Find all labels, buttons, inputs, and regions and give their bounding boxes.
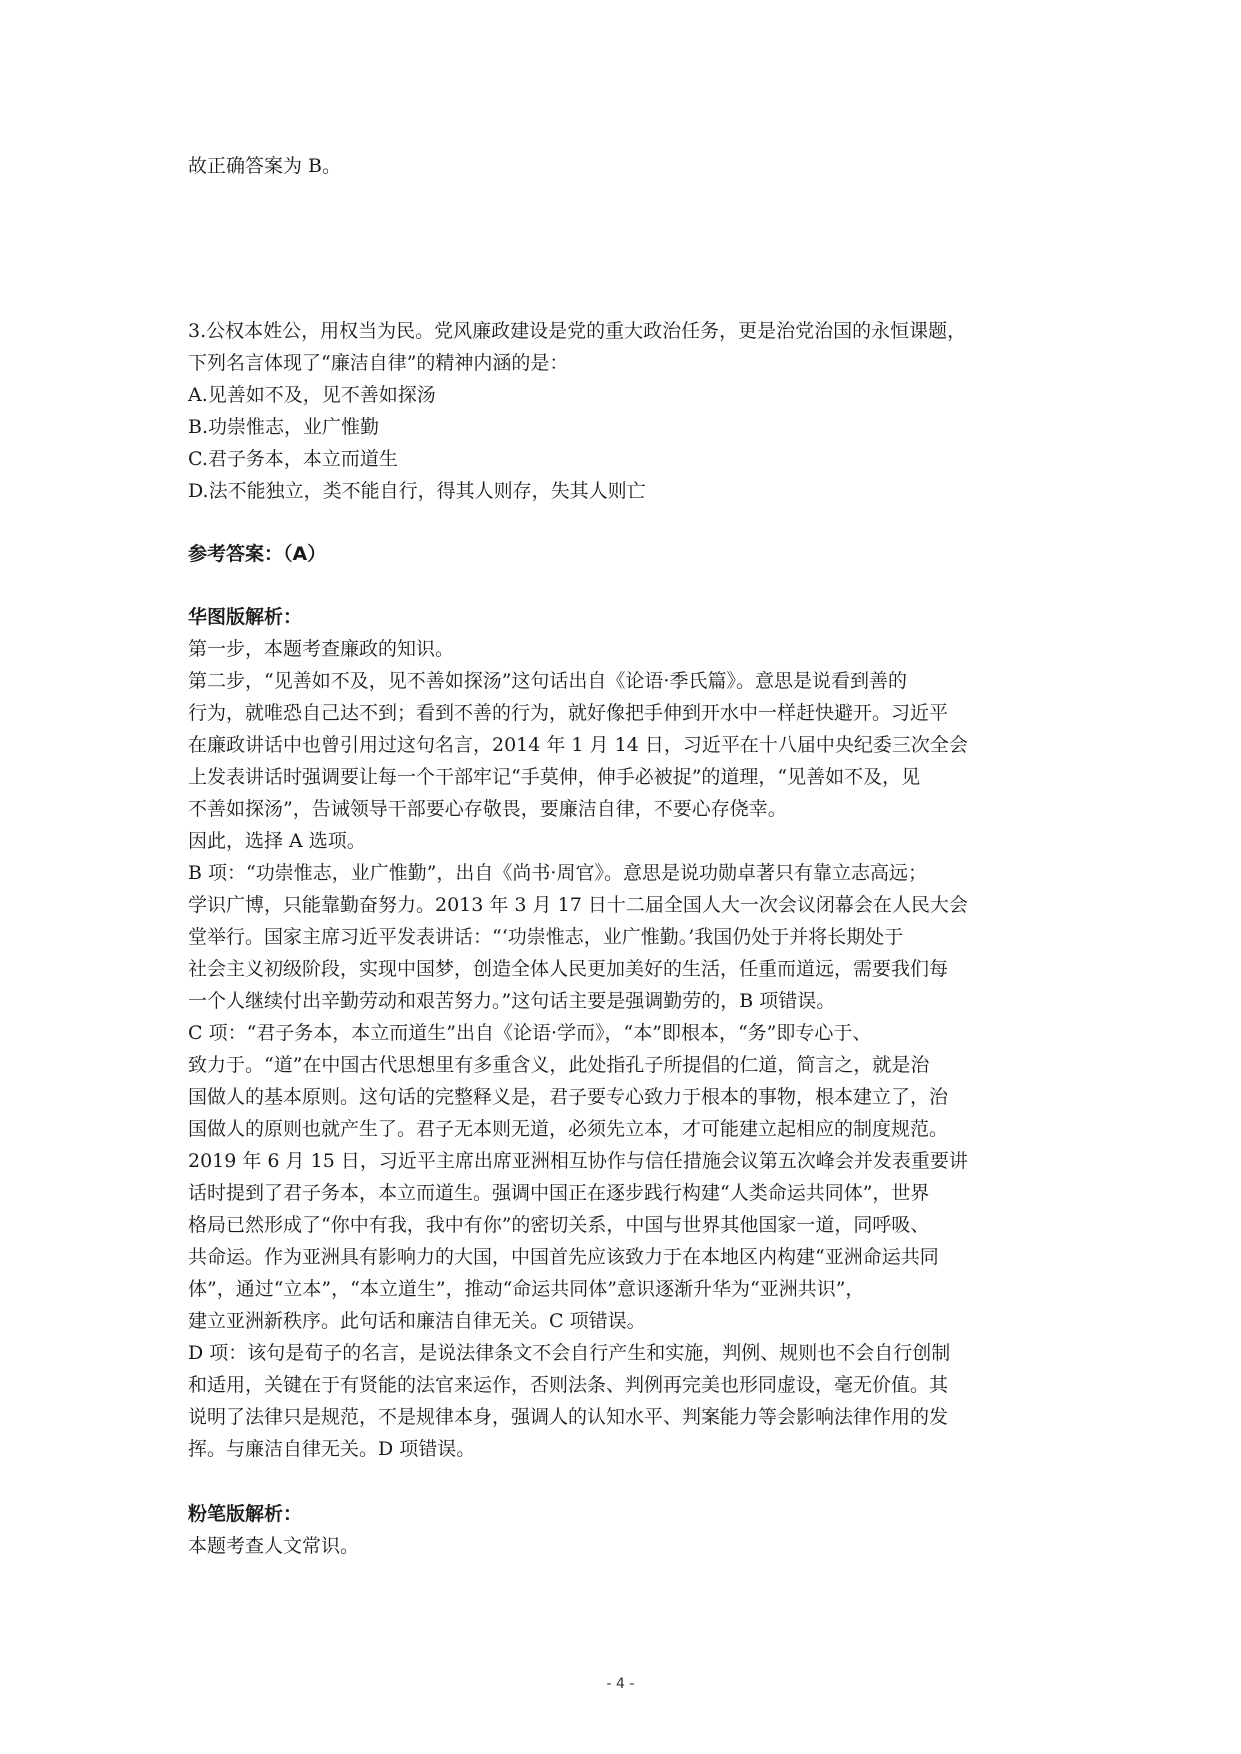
analysis-line: 第一步，本题考查廉政的知识。 <box>188 638 455 660</box>
analysis-line: 挥。与廉洁自律无关。D 项错误。 <box>188 1438 476 1460</box>
analysis-line: 国做人的原则也就产生了。君子无本则无道，必须先立本，才可能建立起相应的制度规范。 <box>188 1118 949 1140</box>
reference-answer <box>188 538 1056 570</box>
analysis-line: 说明了法律只是规范，不是规律本身，强调人的认知水平、判案能力等会影响法律作用的发 <box>188 1406 949 1428</box>
analysis-line: B 项：“功崇惟志，业广惟勤”，出自《尚书·周官》。意思是说功勋卓著只有靠立志高远； <box>188 862 927 884</box>
option-d: D.法不能独立，类不能自行，得其人则存，失其人则亡 <box>188 480 646 502</box>
analysis-line: 国做人的基本原则。这句话的完整释义是，君子要专心致力于根本的事物，根本建立了，治 <box>188 1086 949 1108</box>
huatu-analysis <box>188 601 1056 1465</box>
analysis-line: 体”，通过“立本”，“本立道生”，推动“命运共同体”意识逐渐升华为“亚洲共识”， <box>188 1278 865 1300</box>
previous-answer-conclusion <box>188 150 1056 182</box>
analysis-line: 在廉政讲话中也曾引用过这句名言，2014 年 1 月 14 日，习近平在十八届中央纪委三次全会 <box>188 734 968 756</box>
option-c: C.君子务本，本立而道生 <box>188 448 398 470</box>
reference-answer-label: 参考答案：（A） <box>188 543 327 565</box>
analysis-line: D 项：该句是荀子的名言，是说法律条文不会自行产生和实施，判例、规则也不会自行创制 <box>188 1342 951 1364</box>
question-3 <box>188 315 1056 507</box>
huatu-analysis-heading: 华图版解析： <box>188 606 303 628</box>
conclusion-text: 故正确答案为 B。 <box>188 155 342 177</box>
analysis-line: 格局已然形成了“你中有我，我中有你”的密切关系，中国与世界其他国家一道，同呼吸、 <box>188 1214 930 1236</box>
analysis-line: 致力于。“道”在中国古代思想里有多重含义，此处指孔子所提倡的仁道，简言之，就是治 <box>188 1054 930 1076</box>
analysis-line: 建立亚洲新秩序。此句话和廉洁自律无关。C 项错误。 <box>188 1310 646 1332</box>
analysis-line: 共命运。作为亚洲具有影响力的大国，中国首先应该致力于在本地区内构建“亚洲命运共同 <box>188 1246 939 1268</box>
analysis-line: 不善如探汤”，告诫领导干部要心存敬畏，要廉洁自律，不要心存侥幸。 <box>188 798 787 820</box>
analysis-line: 一个人继续付出辛勤劳动和艰苦努力。”这句话主要是强调勤劳的，B 项错误。 <box>188 990 836 1012</box>
fenbi-analysis <box>188 1498 1056 1562</box>
option-a: A.见善如不及，见不善如探汤 <box>188 384 436 406</box>
option-b: B.功崇惟志，业广惟勤 <box>188 416 380 438</box>
analysis-line: 上发表讲话时强调要让每一个干部牢记“手莫伸，伸手必被捉”的道理，“见善如不及，见 <box>188 766 921 788</box>
analysis-line: 行为，就唯恐自己达不到；看到不善的行为，就好像把手伸到开水中一样赶快避开。习近平 <box>188 702 949 724</box>
analysis-line: 和适用，关键在于有贤能的法官来运作，否则法条、判例再完美也形同虚设，毫无价值。其 <box>188 1374 949 1396</box>
analysis-line: 话时提到了君子务本，本立而道生。强调中国正在逐步践行构建“人类命运共同体”，世界 <box>188 1182 930 1204</box>
question-stem-line: 3.公权本姓公，用权当为民。党风廉政建设是党的重大政治任务，更是治党治国的永恒课题， <box>188 320 967 342</box>
analysis-line: 2019 年 6 月 15 日，习近平主席出席亚洲相互协作与信任措施会议第五次峰会并发表重要讲 <box>188 1150 968 1172</box>
fenbi-analysis-heading: 粉笔版解析： <box>188 1503 303 1525</box>
page-number: - 4 - <box>606 1676 635 1692</box>
analysis-line: 第二步，“见善如不及，见不善如探汤”这句话出自《论语·季氏篇》。意思是说看到善的 <box>188 670 907 692</box>
analysis-line: C 项：“君子务本，本立而道生”出自《论语·学而》，“本”即根本，“务”即专心于、 <box>188 1022 872 1044</box>
analysis-line: 本题考查人文常识。 <box>188 1535 360 1557</box>
question-stem-line: 下列名言体现了“廉洁自律”的精神内涵的是： <box>188 352 569 374</box>
analysis-line: 社会主义初级阶段，实现中国梦，创造全体人民更加美好的生活，任重而道远，需要我们每 <box>188 958 949 980</box>
analysis-line: 学识广博，只能靠勤奋努力。2013 年 3 月 17 日十二届全国人大一次会议闭幕会在人民大会 <box>188 894 968 916</box>
analysis-line: 因此，选择 A 选项。 <box>188 830 366 852</box>
analysis-line: 堂举行。国家主席习近平发表讲话：“‘功崇惟志，业广惟勤。’我国仍处于并将长期处于 <box>188 926 904 948</box>
